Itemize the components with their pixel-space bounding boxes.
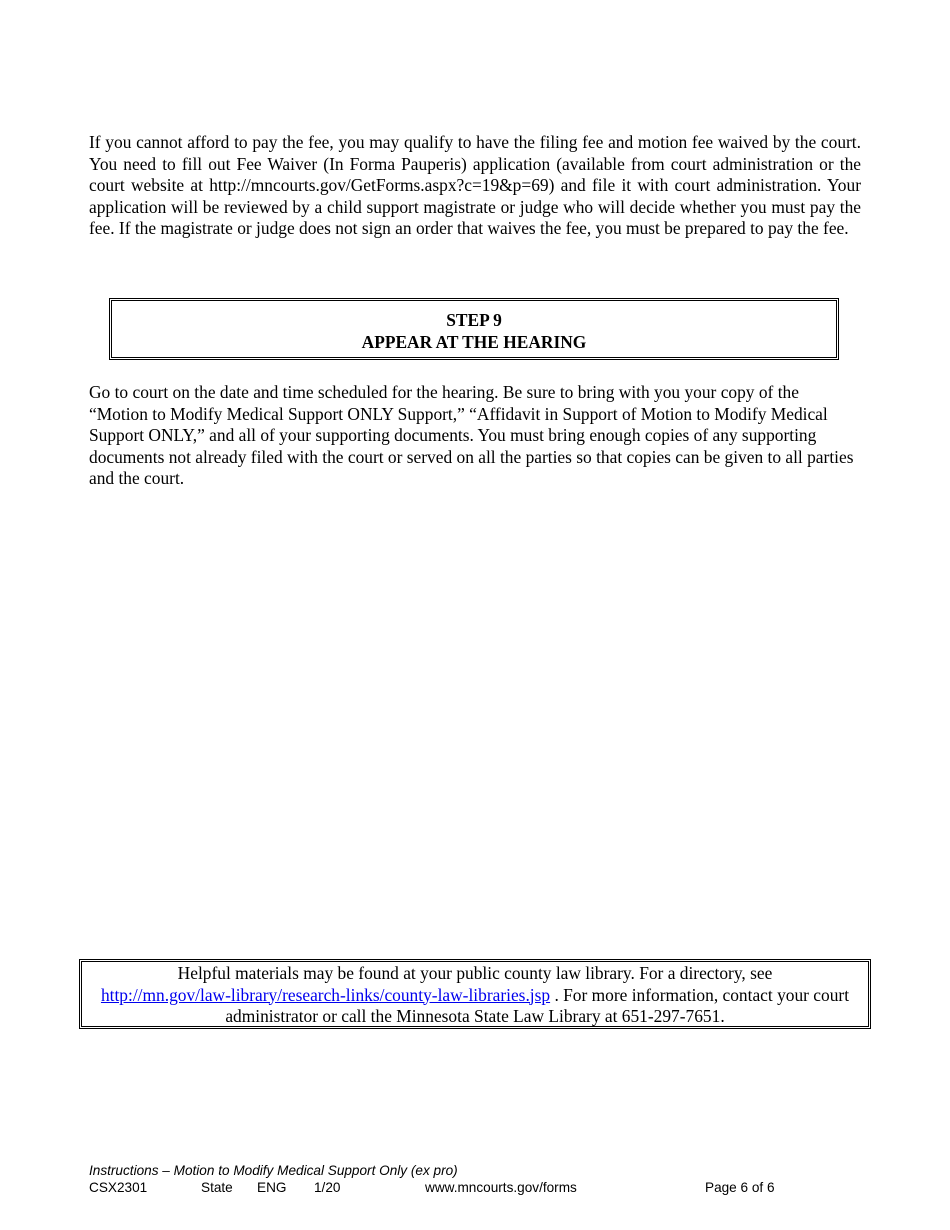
fee-waiver-paragraph: If you cannot afford to pay the fee, you may qualify to have the filing fee and motion fee waived by the court. You need to fill out Fee Waiver (In Forma Pauperis) application (available from court administration or the court website at http://mncourts.gov/GetForms.aspx?c=19&p=69) and file it with court administration. Your application will be reviewed by a child support magistrate or judge who will decide whether you must pay the fee. If the magistrate or judge does not sign an order that waives the fee, you must be prepared to pay the fee. [89, 132, 861, 238]
footer-language: ENG [257, 1180, 287, 1195]
footer-info-row [89, 1179, 869, 1196]
help-text-intro: Helpful materials may be found at your public county law library. For a directory, see [177, 963, 773, 983]
step-title: APPEAR AT THE HEARING [361, 331, 587, 352]
page-footer [89, 1162, 869, 1196]
step-number: STEP 9 [446, 310, 502, 330]
law-library-link[interactable]: http://mn.gov/law-library/research-links/county-law-libraries.jsp [100, 984, 551, 1005]
help-text-contact: . For more information, contact your court administrator or call the Minnesota State Law Library at 651-297-7651. [225, 984, 850, 1026]
helpful-materials-box [79, 959, 871, 1029]
step-heading-box [109, 298, 839, 360]
footer-website: www.mncourts.gov/forms [425, 1180, 577, 1195]
footer-page-number: Page 6 of 6 [705, 1180, 775, 1195]
footer-form-code: CSX2301 [89, 1180, 148, 1195]
hearing-instructions-paragraph: Go to court on the date and time scheduled for the hearing. Be sure to bring with you your copy of the “Motion to Modify Medical Support ONLY Support,” “Affidavit in Support of Motion to Modify Medical Support ONLY,” and all of your supporting documents. You must bring enough copies of any supporting documents not already filed with the court or served on all the parties so that copies can be given to all parties and the court. [89, 382, 854, 488]
footer-date: 1/20 [314, 1180, 341, 1195]
footer-state: State [201, 1180, 233, 1195]
footer-form-title: Instructions – Motion to Modify Medical Support Only (ex pro) [89, 1163, 458, 1178]
